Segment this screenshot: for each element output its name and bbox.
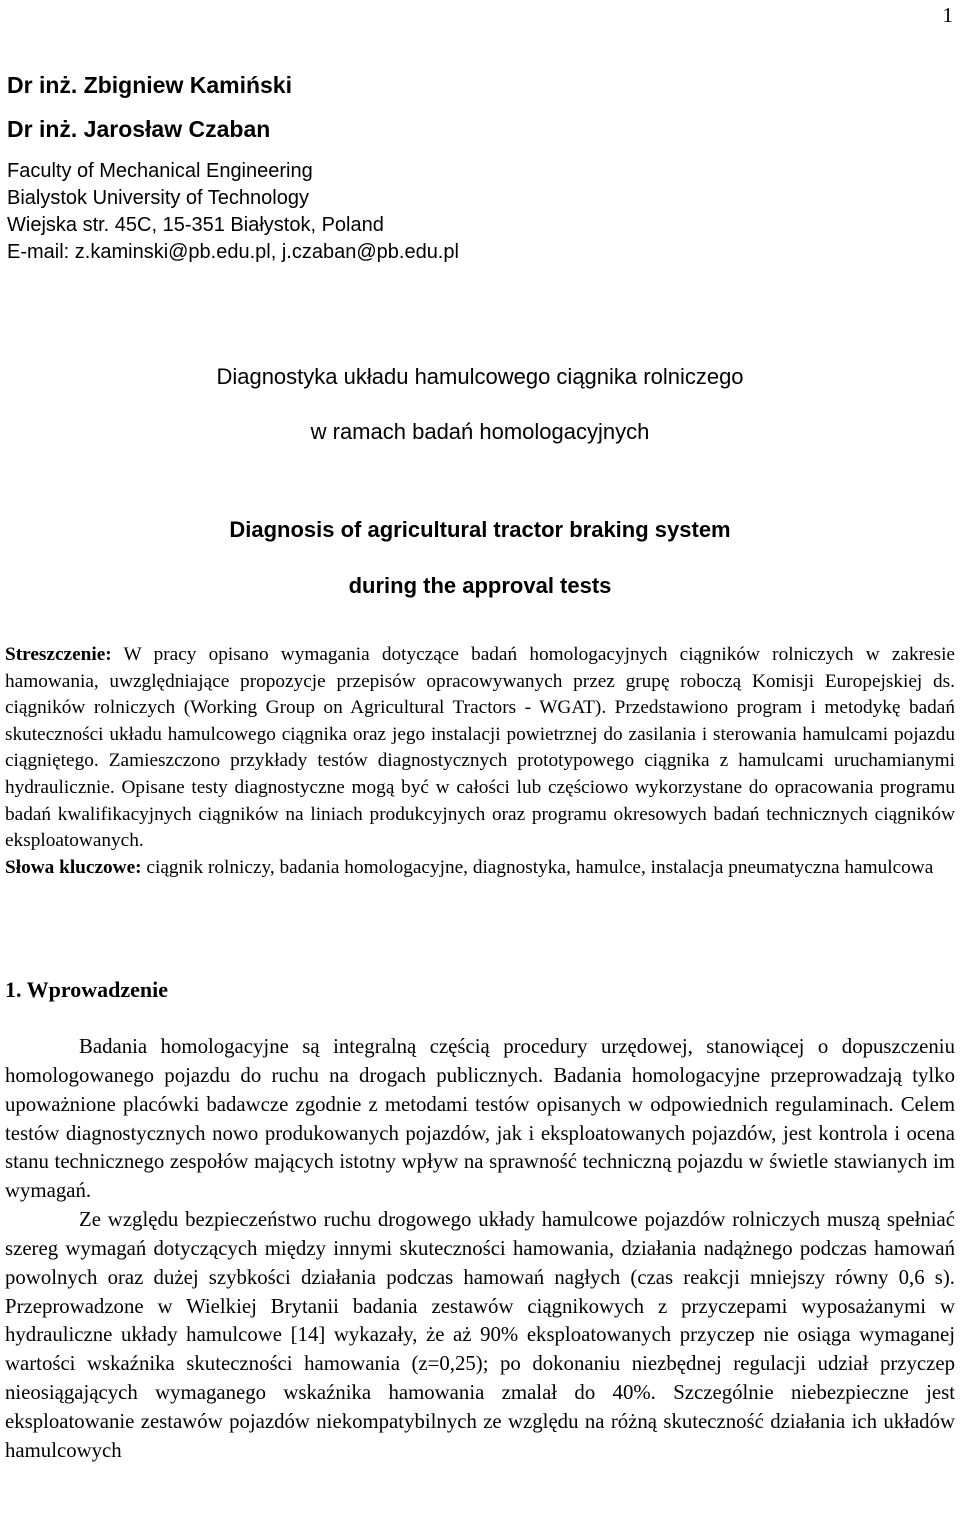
title-english-line-2: during the approval tests (348, 573, 612, 598)
email-line: E-mail: z.kaminski@pb.edu.pl, j.czaban@pb.edu.pl (7, 241, 459, 263)
affiliation-line: Bialystok University of Technology (7, 187, 309, 209)
affiliation-line: Wiejska str. 45C, 15-351 Białystok, Poland (7, 214, 384, 236)
body-paragraph: Ze względu bezpieczeństwo ruchu drogowego układy hamulcowe pojazdów rolniczych muszą spełniać szereg wymagań dotyczących między innymi skuteczności hamowania, działania nadążnego podczas hamowań powolnych oraz dużej szybkości działania podczas hamowań nagłych (czas reakcji mniejszy równy 0,6 s). Przeprowadzone w Wielkiej Brytanii badania zestawów ciągnikowych z przyczepami wyposażanymi w hydrauliczne układy hamulcowe [14] wykazały, że aż 90% eksploatowanych przyczep nie osiąga wymaganej wartości wskaźnika skuteczności hamowania (z=0,25); po dokonaniu niezbędnej regulacji udział przyczep nieosiągających wymaganego wskaźnika hamowania zmalał do 40%. Szczególnie niebezpieczne jest eksploatowanie zestawów pojazdów niekompatybilnych ze względu na różną skuteczność działania ich układów hamulcowych (5, 1208, 955, 1462)
author-block (7, 70, 459, 266)
abstract-text: W pracy opisano wymagania dotyczące badań homologacyjnych ciągników rolniczych w zakresie hamowania, uwzględniające propozycje przepisów opracowywanych przez grupę roboczą Komisji Europejskiej ds. ciągników rolniczych (Working Group on Agricultural Tractors - WGAT). Przedstawiono program i metodykę badań skuteczności układu hamulcowego ciągnika oraz jego instalacji powietrznej do zasilania i sterowania hamulcami pojazdu ciągniętego. Zamieszczono przykłady testów diagnostycznych prototypowego ciągnika z hamulcami uruchamianymi hydraulicznie. Opisane testy diagnostyczne mogą być w całości lub częściowo wykorzystane do opracowania programu badań kwalifikacyjnych ciągników na liniach produkcyjnych oraz programu okresowych badań technicznych ciągników eksploatowanych. (5, 644, 955, 852)
title-polish-line-2: w ramach badań homologacyjnych (310, 419, 650, 444)
keywords-label: Słowa kluczowe: (5, 856, 142, 878)
page-number: 1 (942, 3, 953, 27)
affiliation-line: Faculty of Mechanical Engineering (7, 160, 313, 182)
author-name: Dr inż. Jarosław Czaban (7, 116, 271, 142)
keywords-paragraph (5, 855, 955, 882)
body-paragraph: Badania homologacyjne są integralną częścią procedury urzędowej, stanowiącej o dopuszczeniu homologowanego pojazdu do ruchu na drogach publicznych. Badania homologacyjne przeprowadzają tylko upoważnione placówki badawcze zgodnie z metodami testów opisanych w odpowiednich regulaminach. Celem testów diagnostycznych nowo produkowanych pojazdów, jak i eksploatowanych pojazdów, jest kontrola i ocena stanu technicznego zespołów mających istotny wpływ na sprawność techniczną pojazdu w świetle stawianych im wymagań. (5, 1035, 955, 1203)
title-polish-line-1: Diagnostyka układu hamulcowego ciągnika rolniczego (216, 364, 744, 389)
abstract-label: Streszczenie: (5, 644, 112, 665)
abstract-paragraph (5, 642, 955, 855)
introduction-body (5, 1033, 955, 1466)
author-name: Dr inż. Zbigniew Kamiński (7, 72, 292, 98)
keywords-text: ciągnik rolniczy, badania homologacyjne, diagnostyka, hamulce, instalacja pneumatyczna hamulcowa (141, 856, 934, 878)
title-english-line-1: Diagnosis of agricultural tractor braking system (229, 517, 731, 542)
section-heading: 1. Wprowadzenie (5, 977, 168, 1002)
title-block (0, 362, 960, 627)
abstract-section (5, 642, 955, 881)
